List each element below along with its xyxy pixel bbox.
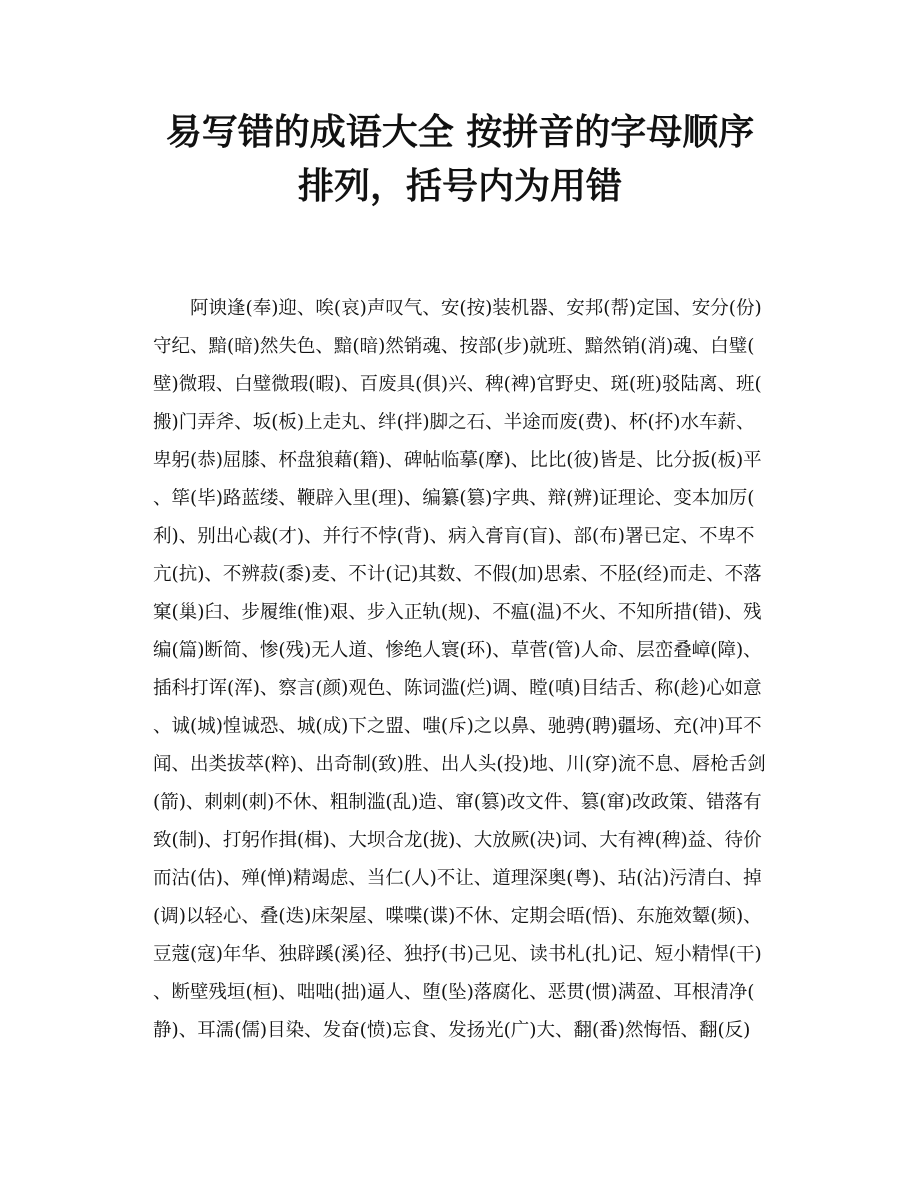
document-title bbox=[120, 106, 800, 214]
body-line: 卑躬(恭)屈膝、杯盘狼藉(籍)、碑帖临摹(摩)、比比(彼)皆是、比分扳(板)平 bbox=[153, 450, 762, 471]
body-line: 闻、出类拔萃(粹)、出奇制(致)胜、出人头(投)地、川(穿)流不息、唇枪舌剑 bbox=[153, 754, 766, 775]
body-line: 壁)微瑕、白璧微瑕(暇)、百废具(俱)兴、稗(裨)官野史、斑(班)驳陆离、班( bbox=[153, 374, 762, 395]
body-line: (箭)、刺刺(刺)不休、粗制滥(乱)造、窜(篡)改文件、篡(窜)改政策、错落有 bbox=[153, 792, 762, 813]
body-line: 豆蔻(寇)年华、独辟蹊(溪)径、独抒(书)己见、读书札(扎)记、短小精悍(干) bbox=[153, 944, 762, 965]
body-line: 编(篇)断简、惨(残)无人道、惨绝人寰(环)、草菅(管)人命、层峦叠嶂(障)、 bbox=[153, 640, 762, 661]
body-line: 致(制)、打躬作揖(楫)、大坝合龙(拢)、大放厥(决)词、大有裨(稗)益、待价 bbox=[153, 830, 762, 851]
title-line-1: 易写错的成语大全 按拼音的字母顺序 bbox=[165, 112, 755, 153]
body-line: 、诚(城)惶诚恐、城(成)下之盟、嗤(斥)之以鼻、驰骋(聘)疆场、充(冲)耳不 bbox=[153, 716, 762, 737]
document-body bbox=[153, 290, 778, 1050]
title-line-2: 排列，括号内为用错 bbox=[297, 166, 622, 207]
body-line: 亢(抗)、不辨菽(黍)麦、不计(记)其数、不假(加)思索、不胫(经)而走、不落 bbox=[153, 564, 762, 585]
body-line: 守纪、黯(暗)然失色、黯(暗)然销魂、按部(步)就班、黯然销(消)魂、白璧( bbox=[153, 336, 755, 357]
body-line: 窠(巢)臼、步履维(惟)艰、步入正轨(规)、不瘟(温)不火、不知所措(错)、残 bbox=[153, 602, 762, 623]
body-line: 阿谀逢(奉)迎、唉(哀)声叹气、安(按)装机器、安邦(帮)定国、安分(份) bbox=[190, 298, 762, 319]
body-line: 利)、别出心裁(才)、并行不悖(背)、病入膏肓(盲)、部(布)署已定、不卑不 bbox=[153, 526, 755, 547]
body-line: 静)、耳濡(儒)目染、发奋(愤)忘食、发扬光(广)大、翻(番)然悔悟、翻(反) bbox=[153, 1020, 751, 1041]
body-line: 搬)门弄斧、坂(板)上走丸、绊(拌)脚之石、半途而废(费)、杯(抔)水车薪、 bbox=[153, 412, 755, 433]
body-line: (调)以轻心、叠(迭)床架屋、喋喋(谍)不休、定期会晤(悟)、东施效颦(频)、 bbox=[153, 906, 762, 927]
body-line: 而沽(估)、殚(惮)精竭虑、当仁(人)不让、道理深奥(粤)、玷(沾)污清白、掉 bbox=[153, 868, 762, 889]
body-line: 、筚(毕)路蓝缕、鞭辟入里(理)、编纂(篡)字典、辩(辨)证理论、变本加厉( bbox=[153, 488, 755, 509]
body-line: 、断壁残垣(桓)、咄咄(拙)逼人、堕(坠)落腐化、恶贯(惯)满盈、耳根清净( bbox=[153, 982, 755, 1003]
body-line: 插科打诨(浑)、察言(颜)观色、陈词滥(烂)调、瞠(嗔)目结舌、称(趁)心如意 bbox=[153, 678, 762, 699]
